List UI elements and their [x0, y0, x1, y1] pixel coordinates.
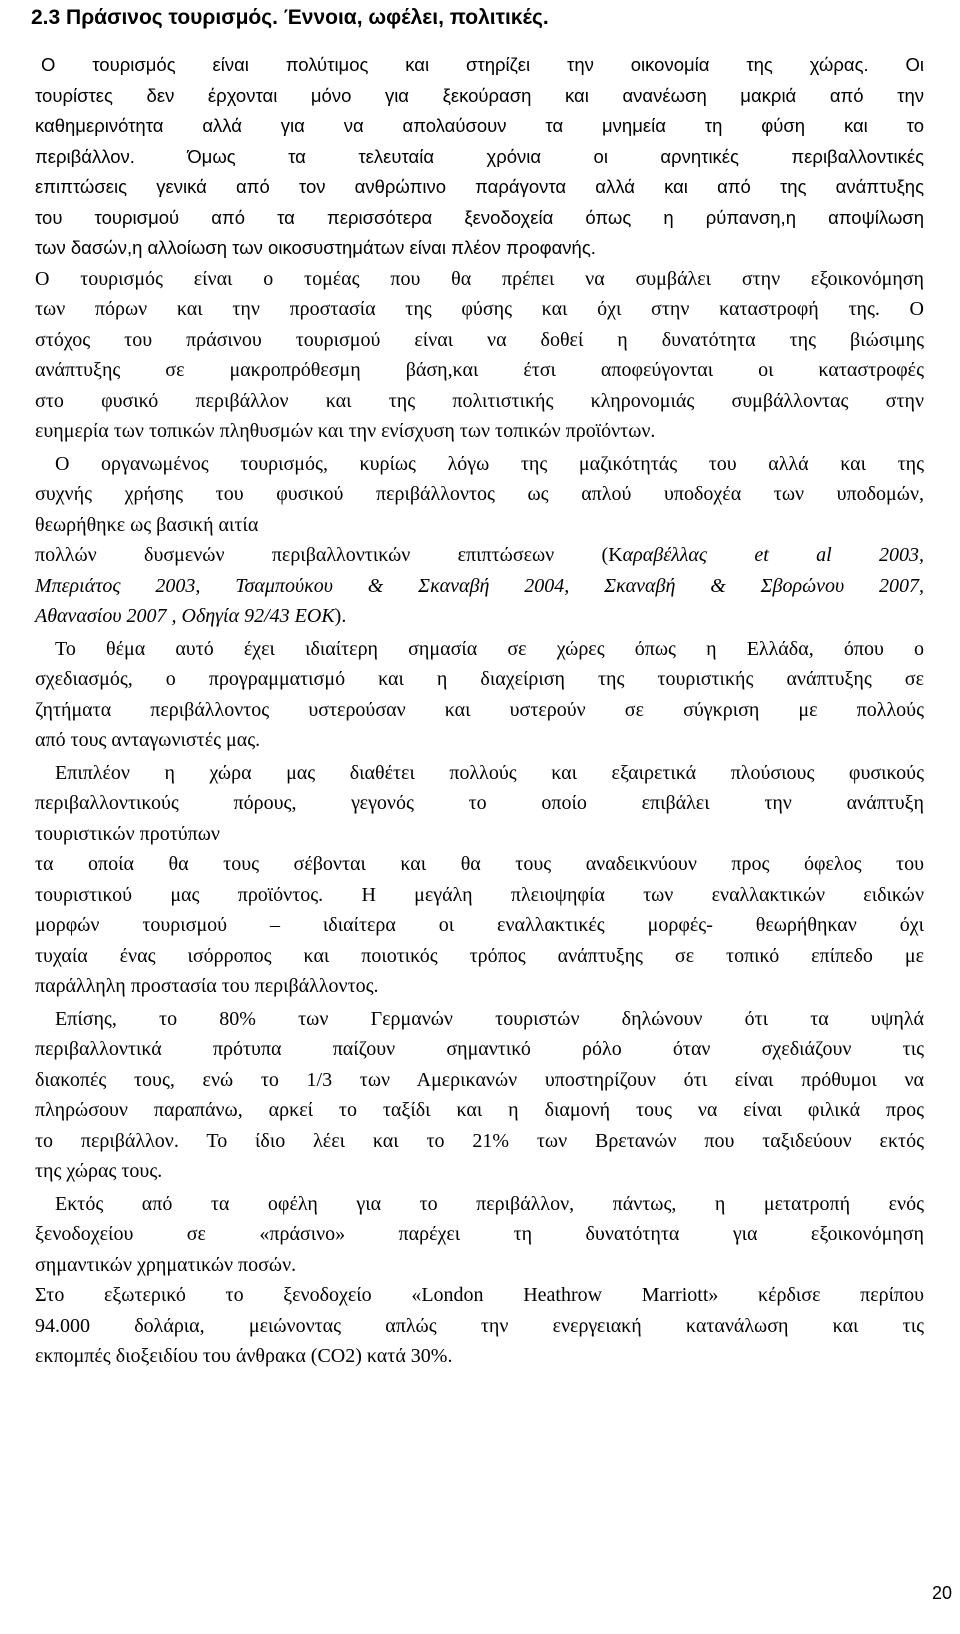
text-line: Ο τουρισμός είναι πολύτιμος και στηρίζει την οικονομία της χώρας. Οι [41, 54, 924, 75]
paragraph-organized-tourism [35, 449, 924, 632]
page-number: 20 [931, 1583, 952, 1603]
text-line: Εκτός από τα οφέλη για το περιβάλλον, πάντως, η μετατροπή ενός [55, 1192, 924, 1215]
text-line: τα οποία θα τους σέβονται και θα τους αναδεικνύουν προς όφελος του [35, 853, 924, 875]
text-line: εκπομπές διοξειδίου του άνθρακα (CO2) κατά 30%. [35, 1345, 453, 1367]
paragraph-green-tourism-goal [35, 264, 924, 447]
text-line: Στο εξωτερικό το ξενοδοχείο «London Heathrow Marriott» κέρδισε περίπου [35, 1284, 924, 1306]
paragraph-marriott-example [35, 1280, 924, 1372]
paragraph-intro [35, 50, 924, 264]
text-line: Επιπλέον η χώρα μας διαθέτει πολλούς και εξαιρετικά πλούσιους φυσικούς [55, 761, 924, 784]
text-line: τουριστικών προτύπων [35, 822, 220, 845]
text-line: στόχος του πράσινου τουρισμού είναι να δοθεί η δυνατότητα της βιώσιμης [35, 328, 924, 351]
text-line: τουριστικού μας προϊόντος. Η μεγάλη πλειοψηφία των εναλλακτικών ειδικών [35, 883, 924, 906]
citation-line [35, 540, 924, 571]
text-line: στο φυσικό περιβάλλον και της πολιτιστικής κληρονομιάς συμβάλλοντας στην [35, 389, 924, 412]
citation-line [35, 601, 924, 632]
text-line: θεωρήθηκε ως βασική αιτία [35, 513, 259, 536]
text-line: πληρώσουν παραπάνω, αρκεί το ταξίδι και η διαμονή τους να είναι φιλικά προς [35, 1099, 924, 1121]
text-line: το περιβάλλον. Το ίδιο λέει και το 21% των Βρετανών που ταξιδεύουν εκτός [35, 1129, 924, 1152]
text-line: σημαντικών χρηματικών ποσών. [35, 1253, 297, 1276]
document-page [31, 0, 924, 1372]
paragraph-hotel-savings [35, 1189, 924, 1281]
text-line: των πόρων και την προστασία της φύσης και όχι στην καταστροφή της. Ο [35, 298, 924, 320]
text-line: περιβάλλον. Όμως τα τελευταία χρόνια οι αρνητικές περιβαλλοντικές [35, 145, 924, 167]
text-line: 94.000 δολάρια, μειώνοντας απλώς την ενεργειακή κατανάλωση και τις [35, 1314, 924, 1337]
citation-fragment: Αθανασίου 2007 , Οδηγία 92/43 ΕΟΚ [35, 605, 335, 627]
paragraph-natural-resources [35, 758, 924, 1002]
text-line: Επίσης, το 80% των Γερμανών τουριστών δηλώνουν ότι τα υψηλά [55, 1007, 924, 1030]
text-fragment: πολλών δυσμενών περιβαλλοντικών επιπτώσεων (Κ [35, 544, 623, 566]
section-heading: 2.3 Πράσινος τουρισμός. Έννοια, ωφέλει, πολιτικές. [31, 6, 549, 29]
text-line: ευημερία των τοπικών πληθυσμών και την ενίσχυση των τοπικών προϊόντων. [35, 420, 656, 442]
text-line: μορφών τουρισμού – ιδιαίτερα οι εναλλακτικές μορφές- θεωρήθηκαν όχι [35, 914, 924, 936]
text-line: περιβαλλοντικά πρότυπα παίζουν σημαντικό ρόλο όταν σχεδιάζουν τις [35, 1038, 924, 1060]
text-line: ανάπτυξης σε μακροπρόθεσμη βάση,και έτσι αποφεύγονται οι καταστροφές [35, 359, 924, 381]
text-line: των δασών,η αλλοίωση των οικοσυστημάτων είναι πλέον προφανής. [35, 237, 596, 258]
text-line: ζητήματα περιβάλλοντος υστερούσαν και υστερούν σε σύγκριση με πολλούς [35, 698, 924, 721]
text-line: καθημερινότητα αλλά για να απολαύσουν τα μνημεία τη φύση και το [35, 115, 924, 136]
text-line: της χώρας τους. [35, 1160, 163, 1182]
text-line: Ο τουρισμός είναι ο τομέας που θα πρέπει να συμβάλει στην εξοικονόμηση [35, 267, 924, 290]
text-fragment: ). [334, 605, 347, 627]
citation-fragment: αραβέλλας et al 2003, [622, 544, 924, 566]
text-line: του τουρισμού από τα περισσότερα ξενοδοχεία όπως η ρύπανση,η αποψίλωση [35, 206, 924, 228]
paragraph-tourist-statistics [35, 1004, 924, 1187]
text-line: από τους ανταγωνιστές μας. [35, 729, 261, 751]
paragraph-greece-importance [35, 634, 924, 756]
text-line: Το θέμα αυτό έχει ιδιαίτερη σημασία σε χώρες όπως η Ελλάδα, όπου ο [55, 637, 924, 660]
text-line: διακοπές τους, ενώ το 1/3 των Αμερικανών υποστηρίζουν ότι είναι πρόθυμοι να [35, 1068, 924, 1091]
text-line: περιβαλλοντικούς πόρους, γεγονός το οποίο επιβάλει την ανάπτυξη [35, 792, 924, 814]
text-line: τουρίστες δεν έρχονται μόνο για ξεκούραση και ανανέωση μακριά από την [35, 84, 924, 106]
text-line: ξενοδοχείου σε «πράσινο» παρέχει τη δυνατότητα για εξοικονόμηση [35, 1223, 924, 1245]
text-line: συχνής χρήσης του φυσικού περιβάλλοντος ως απλού υποδοχέα των υποδομών, [35, 483, 924, 505]
text-line: τυχαία ένας ισόρροπος και ποιοτικός τρόπος ανάπτυξης σε τοπικό επίπεδο με [35, 944, 924, 967]
citation-line: Μπεριάτος 2003, Τσαμπούκου & Σκαναβή 2004, Σκαναβή & Σβορώνου 2007, [35, 574, 924, 597]
text-line: επιπτώσεις γενικά από τον ανθρώπινο παράγοντα αλλά και από της ανάπτυξης [35, 176, 924, 197]
text-line: Ο οργανωμένος τουρισμός, κυρίως λόγω της μαζικότητάς του αλλά και της [55, 452, 924, 475]
text-line: παράλληλη προστασία του περιβάλλοντος. [35, 975, 379, 997]
text-line: σχεδιασμός, ο προγραμματισμό και η διαχείριση της τουριστικής ανάπτυξης σε [35, 668, 924, 690]
